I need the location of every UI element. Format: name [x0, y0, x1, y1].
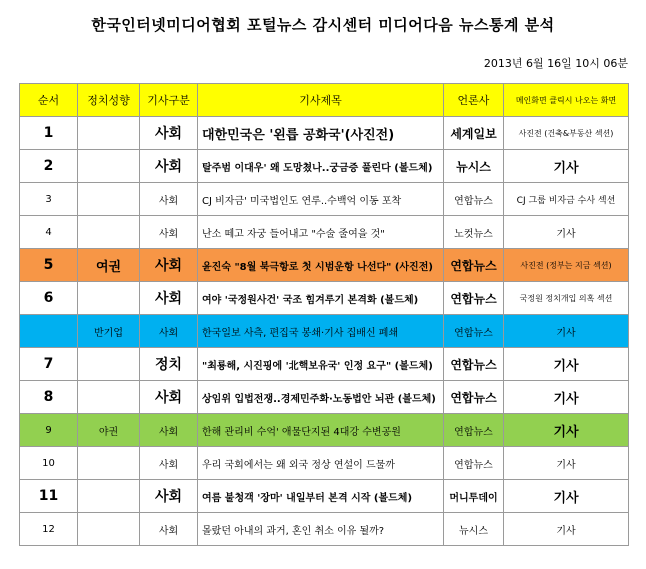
- row-category: 사회: [140, 513, 198, 546]
- row-category: 사회: [140, 315, 198, 348]
- header-politics: 정치성향: [78, 84, 140, 117]
- row-publisher: 연합뉴스: [444, 414, 504, 447]
- row-publisher: 세계일보: [444, 117, 504, 150]
- row-seq: 6: [20, 282, 78, 315]
- row-seq: 7: [20, 348, 78, 381]
- row-seq: 12: [20, 513, 78, 546]
- table-row: [20, 447, 629, 480]
- row-politics: [78, 216, 140, 249]
- row-politics: [78, 183, 140, 216]
- table-row: [20, 282, 629, 315]
- row-politics: [78, 513, 140, 546]
- row-politics: [78, 381, 140, 414]
- table-row: [20, 381, 629, 414]
- row-seq: 1: [20, 117, 78, 150]
- row-seq: 3: [20, 183, 78, 216]
- row-politics: [78, 447, 140, 480]
- row-headline[interactable]: 상임위 입법전쟁..경제민주화·노동법안 뇌관 (볼드체): [198, 381, 444, 414]
- row-category: 사회: [140, 150, 198, 183]
- table-row: [20, 480, 629, 513]
- header-headline: 기사제목: [198, 84, 444, 117]
- row-politics: [78, 480, 140, 513]
- row-desc: CJ 그룹 비자금 수사 섹션: [504, 183, 629, 216]
- row-headline[interactable]: 한국일보 사측, 편집국 봉쇄·기사 집배신 폐쇄: [198, 315, 444, 348]
- row-seq: [20, 315, 78, 348]
- row-desc: 기사: [504, 216, 629, 249]
- row-desc: 기사: [504, 315, 629, 348]
- row-desc: 기사: [504, 480, 629, 513]
- table-row: [20, 183, 629, 216]
- row-publisher: 연합뉴스: [444, 183, 504, 216]
- row-category: 사회: [140, 183, 198, 216]
- row-politics: [78, 150, 140, 183]
- row-headline[interactable]: 우리 국회에서는 왜 외국 정상 연설이 드물까: [198, 447, 444, 480]
- row-headline[interactable]: 한해 관리비 수억' 애물단지된 4대강 수변공원: [198, 414, 444, 447]
- row-politics: [78, 282, 140, 315]
- row-headline[interactable]: 윤진숙 "8월 북극항로 첫 시범운항 나선다" (사진전): [198, 249, 444, 282]
- table-row: [20, 249, 629, 282]
- row-headline[interactable]: 탈주범 이대우' 왜 도망쳤나..궁금증 풀린다 (볼드체): [198, 150, 444, 183]
- row-category: 사회: [140, 414, 198, 447]
- row-desc: 기사: [504, 447, 629, 480]
- row-desc: 기사: [504, 381, 629, 414]
- row-headline[interactable]: 여야 '국정원사건' 국조 힘겨루기 본격화 (볼드체): [198, 282, 444, 315]
- row-publisher: 연합뉴스: [444, 249, 504, 282]
- header-desc: 메인화면 클릭시 나오는 화면: [504, 84, 629, 117]
- row-publisher: 머니투데이: [444, 480, 504, 513]
- header-publisher: 언론사: [444, 84, 504, 117]
- row-desc: 국정원 정치개입 의혹 섹션: [504, 282, 629, 315]
- table-row: [20, 216, 629, 249]
- row-category: 사회: [140, 249, 198, 282]
- row-category: 사회: [140, 447, 198, 480]
- row-seq: 8: [20, 381, 78, 414]
- row-headline[interactable]: 몰랐던 아내의 과거, 혼인 취소 이유 될까?: [198, 513, 444, 546]
- row-seq: 4: [20, 216, 78, 249]
- row-desc: 기사: [504, 348, 629, 381]
- row-politics: 야권: [78, 414, 140, 447]
- row-headline[interactable]: "최룡해, 시진핑에 '北핵보유국' 인정 요구" (볼드체): [198, 348, 444, 381]
- row-seq: 2: [20, 150, 78, 183]
- row-seq: 5: [20, 249, 78, 282]
- row-publisher: 노컷뉴스: [444, 216, 504, 249]
- row-politics: 반기업: [78, 315, 140, 348]
- row-headline[interactable]: CJ 비자금' 미국법인도 연루..수백억 이동 포착: [198, 183, 444, 216]
- row-category: 사회: [140, 117, 198, 150]
- table-row: [20, 150, 629, 183]
- row-seq: 11: [20, 480, 78, 513]
- table-row: [20, 117, 629, 150]
- row-category: 사회: [140, 216, 198, 249]
- row-seq: 9: [20, 414, 78, 447]
- row-category: 사회: [140, 480, 198, 513]
- row-desc: 사진전 (정부는 지금 섹션): [504, 249, 629, 282]
- row-publisher: 연합뉴스: [444, 315, 504, 348]
- row-desc: 기사: [504, 513, 629, 546]
- row-headline[interactable]: 여름 불청객 '장마' 내일부터 본격 시작 (볼드체): [198, 480, 444, 513]
- row-headline[interactable]: 대한민국은 '왼릅 공화국'(사진전): [198, 117, 444, 150]
- header-category: 기사구분: [140, 84, 198, 117]
- row-desc: 기사: [504, 414, 629, 447]
- row-headline[interactable]: 난소 떼고 자궁 들어내고 "수술 줄여을 것": [198, 216, 444, 249]
- row-publisher: 연합뉴스: [444, 381, 504, 414]
- row-category: 사회: [140, 282, 198, 315]
- row-category: 사회: [140, 381, 198, 414]
- row-desc: 기사: [504, 150, 629, 183]
- row-seq: 10: [20, 447, 78, 480]
- page-title: 한국인터넷미디어협회 포털뉴스 감시센터 미디어다음 뉴스통계 분석: [91, 16, 555, 34]
- row-desc: 사진전 (건축&부동산 섹션): [504, 117, 629, 150]
- row-category: 정치: [140, 348, 198, 381]
- header-seq: 순서: [20, 84, 78, 117]
- row-publisher: 뉴시스: [444, 150, 504, 183]
- table-row: [20, 315, 629, 348]
- row-politics: [78, 117, 140, 150]
- table-row: [20, 348, 629, 381]
- row-publisher: 연합뉴스: [444, 447, 504, 480]
- timestamp: 2013년 6월 16일 10시 06분: [483, 57, 628, 70]
- table-row: [20, 414, 629, 447]
- row-politics: [78, 348, 140, 381]
- news-stats-table: [19, 83, 629, 546]
- table-row: [20, 513, 629, 546]
- row-publisher: 연합뉴스: [444, 348, 504, 381]
- row-publisher: 뉴시스: [444, 513, 504, 546]
- row-publisher: 연합뉴스: [444, 282, 504, 315]
- table-header-row: [20, 84, 629, 117]
- row-politics: 여권: [78, 249, 140, 282]
